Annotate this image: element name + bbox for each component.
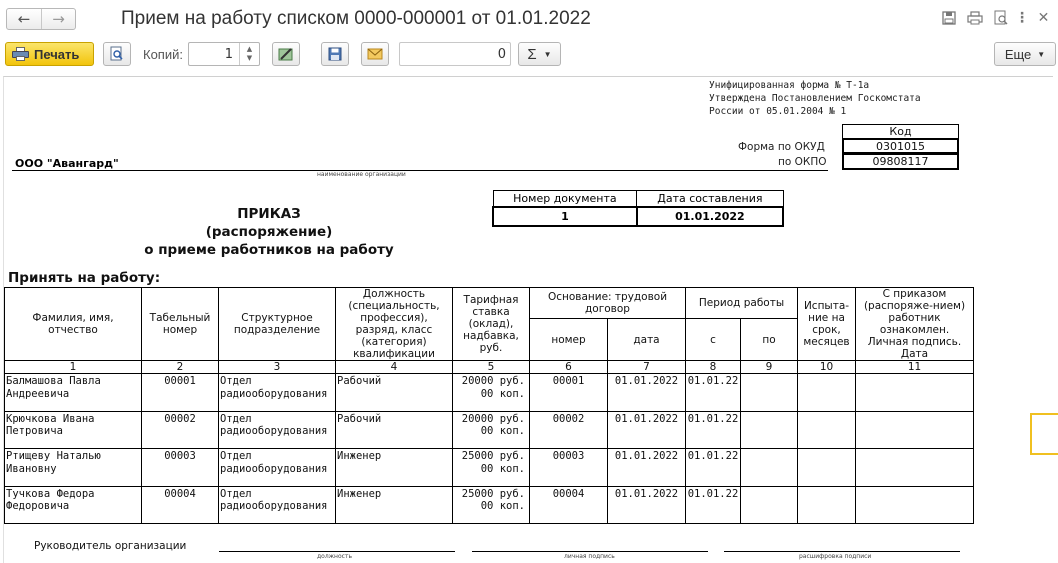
cell-period-from: 01.01.22 bbox=[686, 486, 741, 524]
okud-value: 0301015 bbox=[842, 138, 959, 154]
organization-caption: наименование организации bbox=[317, 171, 406, 178]
cell-period-to bbox=[741, 486, 798, 524]
more-button-label: Еще bbox=[1004, 46, 1032, 62]
cell-period-to bbox=[741, 449, 798, 487]
table-row[interactable] bbox=[5, 374, 974, 412]
cell-signature bbox=[856, 374, 974, 412]
cell-fio: Ртищеву Наталью Ивановну bbox=[5, 449, 142, 487]
header-basis: Основание: трудовой договор bbox=[530, 288, 686, 319]
more-vertical-icon[interactable]: ⋮ bbox=[1015, 9, 1029, 26]
printer-icon bbox=[12, 47, 29, 61]
signature-line bbox=[472, 551, 708, 552]
floppy-icon bbox=[328, 47, 342, 61]
column-number: 1 bbox=[5, 361, 142, 374]
cell-fio: Балмашова Павла Андреевича bbox=[5, 374, 142, 412]
forward-arrow-icon[interactable]: → bbox=[41, 9, 75, 29]
column-number: 6 bbox=[530, 361, 608, 374]
cell-position: Рабочий bbox=[336, 374, 453, 412]
cell-contract-number: 00004 bbox=[530, 486, 608, 524]
column-number: 3 bbox=[219, 361, 336, 374]
preview-search-icon[interactable] bbox=[992, 9, 1009, 26]
cell-contract-number: 00003 bbox=[530, 449, 608, 487]
cell-contract-date: 01.01.2022 bbox=[608, 374, 686, 412]
save-button[interactable] bbox=[321, 42, 349, 66]
cell-dept: Отдел радиооборудования bbox=[219, 411, 336, 449]
table-row[interactable] bbox=[5, 449, 974, 487]
column-number: 8 bbox=[686, 361, 741, 374]
title-bar bbox=[0, 0, 1058, 38]
kod-header: Код bbox=[842, 124, 959, 139]
order-title-line2: (распоряжение) bbox=[205, 224, 333, 240]
organization-name: ООО "Авангард" bbox=[15, 157, 119, 170]
window-title: Прием на работу списком 0000-000001 от 01.01.2022 bbox=[121, 8, 591, 29]
cell-contract-date: 01.01.2022 bbox=[608, 449, 686, 487]
column-number: 11 bbox=[856, 361, 974, 374]
sigma-icon: Σ bbox=[527, 45, 537, 63]
docnum-header: Номер документа bbox=[493, 191, 637, 207]
sig-caption-position: должность bbox=[317, 553, 352, 560]
header-fio: Фамилия, имя, отчество bbox=[5, 288, 142, 361]
copies-value: 1 bbox=[224, 47, 233, 62]
cell-signature bbox=[856, 486, 974, 524]
sig-caption-signature: личная подпись bbox=[564, 553, 615, 560]
more-button[interactable] bbox=[994, 42, 1056, 66]
cell-rate: 20000 руб. 00 коп. bbox=[453, 374, 530, 412]
cell-tabnum: 00002 bbox=[142, 411, 219, 449]
cell-fio: Крючкова Ивана Петровича bbox=[5, 411, 142, 449]
cell-period-to bbox=[741, 374, 798, 412]
cell-rate: 25000 руб. 00 коп. bbox=[453, 449, 530, 487]
okud-label: Форма по ОКУД bbox=[738, 141, 825, 153]
column-number: 7 bbox=[608, 361, 686, 374]
edit-pencil-icon bbox=[278, 46, 294, 62]
cell-dept: Отдел радиооборудования bbox=[219, 374, 336, 412]
cell-period-from: 01.01.22 bbox=[686, 374, 741, 412]
cell-period-to bbox=[741, 411, 798, 449]
docnum-value: 1 bbox=[493, 207, 637, 226]
docdate-header: Дата составления bbox=[637, 191, 783, 207]
sum-value: 0 bbox=[497, 47, 506, 62]
cell-position: Инженер bbox=[336, 486, 453, 524]
form-line-3: России от 05.01.2004 № 1 bbox=[709, 106, 847, 117]
header-acquainted: С приказом (распоряже-нием) работник ознакомлен. Личная подпись. Дата bbox=[856, 288, 974, 361]
cell-contract-date: 01.01.2022 bbox=[608, 411, 686, 449]
cell-probation bbox=[798, 486, 856, 524]
header-basis-number: номер bbox=[530, 319, 608, 361]
column-number: 2 bbox=[142, 361, 219, 374]
preview-button[interactable] bbox=[103, 42, 131, 66]
document-view[interactable] bbox=[3, 76, 1053, 563]
order-title bbox=[104, 205, 434, 259]
header-tabnum: Табельный номер bbox=[142, 288, 219, 361]
header-period-from: с bbox=[686, 319, 741, 361]
copies-input[interactable] bbox=[188, 42, 260, 66]
cell-tabnum: 00004 bbox=[142, 486, 219, 524]
send-email-button[interactable] bbox=[361, 42, 389, 66]
cell-dept: Отдел радиооборудования bbox=[219, 449, 336, 487]
cell-dept: Отдел радиооборудования bbox=[219, 486, 336, 524]
column-number: 10 bbox=[798, 361, 856, 374]
doc-number-table bbox=[492, 190, 784, 227]
header-period: Период работы bbox=[686, 288, 798, 319]
accept-heading: Принять на работу: bbox=[8, 270, 161, 286]
cell-contract-number: 00002 bbox=[530, 411, 608, 449]
preview-icon bbox=[110, 46, 124, 62]
close-icon[interactable]: ✕ bbox=[1037, 9, 1050, 26]
cell-rate: 20000 руб. 00 коп. bbox=[453, 411, 530, 449]
form-line-1: Унифицированная форма № Т-1а bbox=[709, 80, 870, 91]
cell-signature bbox=[856, 411, 974, 449]
cell-probation bbox=[798, 449, 856, 487]
toolbar bbox=[0, 38, 1058, 72]
cell-rate: 25000 руб. 00 коп. bbox=[453, 486, 530, 524]
column-numbers-row bbox=[5, 361, 974, 374]
print-button[interactable] bbox=[5, 42, 94, 66]
history-nav bbox=[6, 8, 76, 30]
cell-position: Инженер bbox=[336, 449, 453, 487]
sum-field[interactable] bbox=[399, 42, 511, 66]
copies-label: Копий: bbox=[143, 47, 183, 62]
cell-contract-number: 00001 bbox=[530, 374, 608, 412]
cell-fio: Тучкова Федора Федоровича bbox=[5, 486, 142, 524]
sig-caption-decoding: расшифровка подписи bbox=[799, 553, 872, 560]
chevron-down-icon: ▼ bbox=[1037, 49, 1046, 59]
header-probation: Испыта-ние на срок, месяцев bbox=[798, 288, 856, 361]
selected-cell-marker bbox=[1030, 413, 1058, 455]
window-actions bbox=[940, 9, 1052, 26]
header-dept: Структурное подразделение bbox=[219, 288, 336, 361]
cell-tabnum: 00001 bbox=[142, 374, 219, 412]
order-title-line3: о приеме работников на работу bbox=[144, 242, 394, 258]
header-rate: Тарифная ставка (оклад), надбавка, руб. bbox=[453, 288, 530, 361]
chevron-down-icon: ▼ bbox=[543, 49, 552, 59]
save-icon[interactable] bbox=[940, 9, 957, 26]
table-row[interactable] bbox=[5, 486, 974, 524]
header-basis-date: дата bbox=[608, 319, 686, 361]
okpo-value: 09808117 bbox=[842, 153, 959, 170]
cell-tabnum: 00003 bbox=[142, 449, 219, 487]
header-period-to: по bbox=[741, 319, 798, 361]
envelope-icon bbox=[367, 48, 383, 60]
column-number: 4 bbox=[336, 361, 453, 374]
copies-stepper[interactable]: ▲ ▼ bbox=[239, 43, 259, 65]
position-line bbox=[219, 551, 455, 552]
cell-period-from: 01.01.22 bbox=[686, 449, 741, 487]
cell-signature bbox=[856, 449, 974, 487]
form-line-2: Утверждена Постановлением Госкомстата bbox=[709, 93, 921, 104]
back-arrow-icon[interactable]: ← bbox=[17, 10, 31, 28]
table-row[interactable] bbox=[5, 411, 974, 449]
decoding-line bbox=[724, 551, 960, 552]
cell-probation bbox=[798, 411, 856, 449]
print-icon[interactable] bbox=[966, 9, 983, 26]
docdate-value: 01.01.2022 bbox=[637, 207, 783, 226]
okpo-label: по ОКПО bbox=[778, 156, 827, 168]
print-button-label: Печать bbox=[34, 46, 80, 62]
cell-period-from: 01.01.22 bbox=[686, 411, 741, 449]
column-number: 5 bbox=[453, 361, 530, 374]
column-number: 9 bbox=[741, 361, 798, 374]
header-position: Должность (специальность, профессия), разряд, класс (категория) квалификации bbox=[336, 288, 453, 361]
cell-contract-date: 01.01.2022 bbox=[608, 486, 686, 524]
cell-probation bbox=[798, 374, 856, 412]
employees-table bbox=[4, 287, 974, 524]
sum-dropdown-button[interactable] bbox=[518, 42, 561, 66]
edit-mode-button[interactable] bbox=[272, 42, 300, 66]
director-label: Руководитель организации bbox=[34, 540, 187, 552]
organization-underline bbox=[12, 170, 828, 171]
order-title-line1: ПРИКАЗ bbox=[237, 206, 301, 222]
cell-position: Рабочий bbox=[336, 411, 453, 449]
